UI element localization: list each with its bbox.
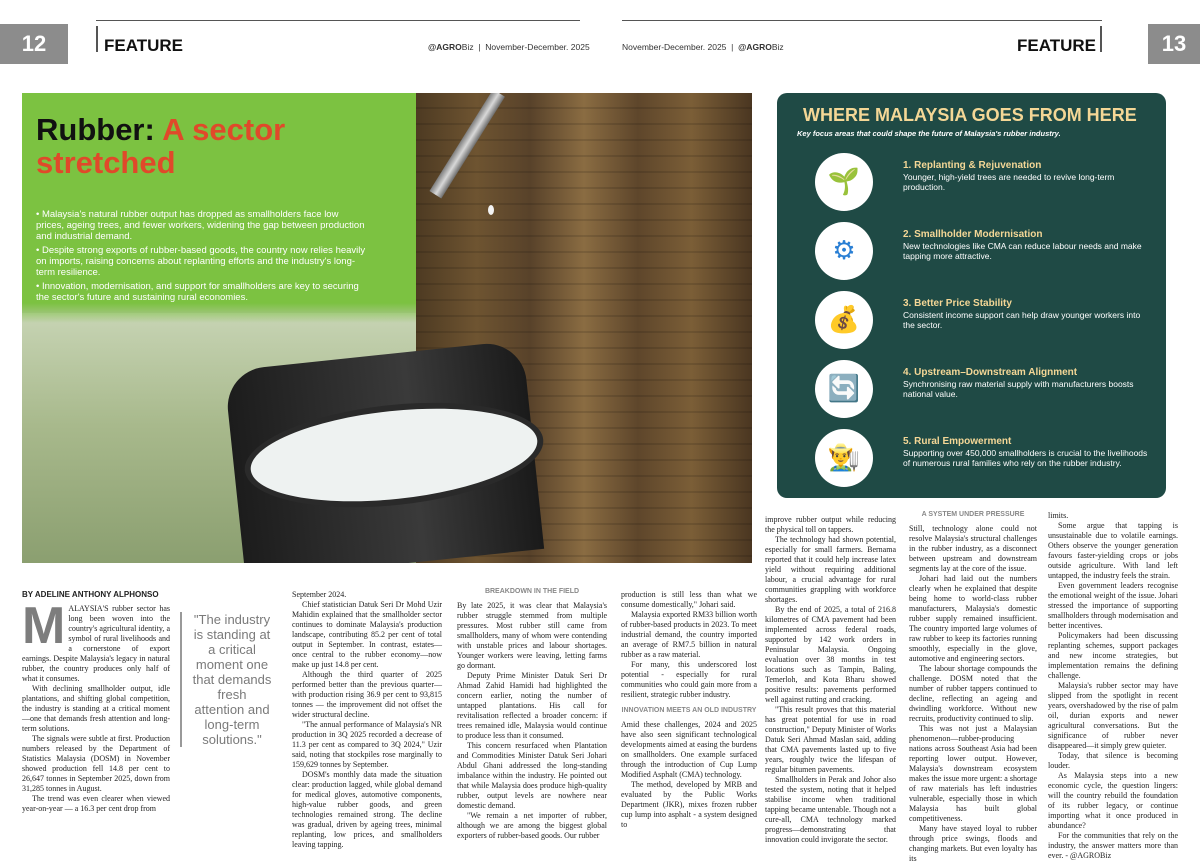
- hero-image: [22, 93, 752, 563]
- brand-prefix: @AGRO: [738, 42, 772, 52]
- header-divider-left: [96, 26, 98, 52]
- paragraph: The trend was even clearer when viewed year-on-year — a 16.3 per cent drop from: [22, 794, 170, 813]
- focus-box-subtitle: Key focus areas that could shape the future of Malaysia's rubber industry.: [797, 129, 1061, 138]
- paragraph: The signals were subtle at first. Production numbers released by the Department of Statistics Malaysia (DOSM) in November showed production fell 14.8 per cent to 26,647 tonnes in September 2025, down from 31,285 tonnes in August.: [22, 734, 170, 793]
- paragraph: "This result proves that this material has great potential for use in road construction," Deputy Minister of Works Datuk Seri Ahmad Maslan said, adding that CMA pavements lasted up to five years, roughly twice the lifespan of regular bitumen pavements.: [765, 705, 896, 774]
- article-column-2: [292, 590, 442, 850]
- article-column-1: [22, 597, 170, 814]
- page-number-right: 13: [1148, 24, 1200, 64]
- summary-bullet: • Innovation, modernisation, and support for smallholders are key to securing the sector's future and sustaining rural economies.: [36, 281, 366, 303]
- masthead-left: @AGROBiz | November-December. 2025: [428, 42, 590, 52]
- paragraph: The labour shortage compounds the challenge. DOSM noted that the number of rubber tappers continued to decline, reflecting an ageing and dwindling workforce. Without new recruits, productivity continued to slip.: [909, 664, 1037, 723]
- coins-icon: 💰: [815, 291, 873, 349]
- focus-item-title: 5. Rural Empowerment: [903, 436, 1012, 447]
- focus-item-desc: Consistent income support can help draw younger workers into the sector.: [903, 310, 1141, 330]
- focus-item-desc: Synchronising raw material supply with manufacturers boosts national value.: [903, 379, 1134, 399]
- paragraph: This concern resurfaced when Plantation and Commodities Minister Datuk Seri Johari Abdul Ghani addressed the long-standing imbalance within the industry. He pointed out that while Malaysia does produce high-quality rubber, output levels are nowhere near domestic demand.: [457, 741, 607, 810]
- article-column-5: [765, 515, 896, 845]
- paragraph: Policymakers had been discussing replanting schemes, support packages and new income strategies, but implementation remains the defining challenge.: [1048, 631, 1178, 680]
- paragraph: Although the third quarter of 2025 performed better than the previous quarter—with production rising 36.9 per cent to 93,815 tonnes — the improvement did not offset the wider structural decline.: [292, 670, 442, 719]
- summary-bullet: • Malaysia's natural rubber output has dropped as smallholders face low prices, ageing trees, and fewer workers, widening the gap between production and industrial demand.: [36, 209, 366, 242]
- article-column-4: [621, 590, 757, 830]
- paragraph: Some argue that tapping is unsustainable due to volatile earnings. Others observe the younger generation favours faster-yielding crops or jobs outside agriculture. With land left untapped, the industry feels the strain.: [1048, 521, 1178, 580]
- summary-bullets: [36, 209, 366, 306]
- focus-item: [815, 291, 1155, 347]
- paragraph: Today, that silence is becoming louder.: [1048, 751, 1178, 770]
- focus-item-desc: New technologies like CMA can reduce labour needs and make tapping more attractive.: [903, 241, 1142, 261]
- subheading: BREAKDOWN IN THE FIELD: [484, 588, 580, 595]
- paragraph: The method, developed by MRB and evaluated by the Public Works Department (JKR), mixes frozen rubber cup lump into asphalt - a system designed to: [621, 780, 757, 829]
- focus-item-title: 2. Smallholder Modernisation: [903, 229, 1043, 240]
- summary-bullet: • Despite strong exports of rubber-based goods, the country now relies heavily on imports, raising concerns about replanting efforts and the industry's long-term resilience.: [36, 245, 366, 278]
- section-label-left: FEATURE: [104, 36, 184, 55]
- paragraph: This was not just a Malaysian phenomenon—rubber-producing nations across Southeast Asia had been reporting lower output. However, Malaysia's downstream ecosystem makes the issue more urgent: a shortage of raw materials has left industries vulnerable, especially those in which Malaysia has built global competitiveness.: [909, 724, 1037, 823]
- headline: [36, 113, 396, 179]
- focus-item: [815, 360, 1155, 416]
- drop-cap: M: [22, 597, 66, 655]
- seedling-icon: 🌱: [815, 153, 873, 211]
- focus-item: [815, 222, 1155, 278]
- paragraph: DOSM's monthly data made the situation clear: production lagged, while global demand for medical gloves, automotive components, high-value rubber goods, and green technologies remained strong. The decline was gradual, driven by ageing trees, minimal replanting, low prices, and smallholders leaving tapping.: [292, 770, 442, 849]
- focus-item: [815, 153, 1155, 209]
- focus-box-title: WHERE MALAYSIA GOES FROM HERE: [803, 105, 1137, 125]
- focus-item-title: 1. Replanting & Rejuvenation: [903, 160, 1042, 171]
- issue-date: November-December. 2025: [485, 42, 590, 52]
- article-column-7: [1048, 511, 1178, 861]
- paragraph: limits.: [1048, 511, 1069, 520]
- pull-quote: "The industry is standing at a critical moment one that demands fresh attention and long-term solutions.": [180, 612, 272, 747]
- header-divider-right: [1100, 26, 1102, 52]
- issue-date: November-December. 2025: [622, 42, 727, 52]
- paragraph: "The annual performance of Malaysia's NR production in 3Q 2025 recorded a decrease of 11.3 per cent as compared to 3Q 2024," Uzir said, noting that stockpiles rose marginally to 159,629 tonnes by September.: [292, 720, 442, 769]
- paragraph: As Malaysia steps into a new economic cycle, the question lingers: will the country rebuild the foundation of its rubber legacy, or continue importing what it once produced in abundance?: [1048, 771, 1178, 830]
- paragraph: For the communities that rely on the industry, the answer matters more than ever. - @AGROBiz: [1048, 831, 1178, 860]
- focus-item-title: 3. Better Price Stability: [903, 298, 1012, 309]
- header-rule-right: [622, 20, 1102, 21]
- section-label-right: FEATURE: [1017, 36, 1097, 55]
- page-number-left: 12: [0, 24, 68, 64]
- paragraph: Malaysia exported RM33 billion worth of rubber-based products in 2023. To meet industrial demand, the country imported an average of RM7.5 billion in natural rubber as a raw material.: [621, 610, 757, 659]
- paragraph: For many, this underscored lost potential - especially for rural communities who could gain more from a resilient, strategic rubber industry.: [621, 660, 757, 699]
- focus-item: [815, 429, 1155, 485]
- headline-accent: A sector stretched: [36, 112, 286, 180]
- paragraph: Smallholders in Perak and Johor also tested the system, noting that it helped stabilise income when traditional tapping became untenable. Though not a cure-all, CMA technology marked progress—demonstrating that innovation could invigorate the sector.: [765, 775, 896, 844]
- focus-item-title: 4. Upstream–Downstream Alignment: [903, 367, 1078, 378]
- paragraph: September 2024.: [292, 590, 347, 599]
- focus-item-desc: Supporting over 450,000 smallholders is crucial to the livelihoods of numerous rural families who rely on the rubber industry.: [903, 448, 1148, 468]
- brand-prefix: @AGRO: [428, 42, 462, 52]
- latex-drop: [488, 205, 494, 215]
- paragraph: By late 2025, it was clear that Malaysia's rubber struggle stemmed from multiple pressures. Most rubber still came from smallholders, many of whom were contending with unstable prices and labour shortages. Younger workers were leaving, letting farms go dormant.: [457, 601, 607, 670]
- paragraph: improve rubber output while reducing the physical toll on tappers.: [765, 515, 896, 534]
- masthead-right: November-December. 2025 | @AGROBiz: [622, 42, 784, 52]
- paragraph: With declining smallholder output, idle plantations, and shifting global competition, the industry is standing at a critical moment—one that demands fresh attention and long-term solutions.: [22, 684, 170, 733]
- gear-leaf-icon: ⚙: [815, 222, 873, 280]
- paragraph: Chief statistician Datuk Seri Dr Mohd Uzir Mahidin explained that the smallholder sector continues to dominate Malaysia's production landscape, contributing 85.2 per cent of total output in September. In contrast, estates—once central to the rubber economy—now make up just 14.8 per cent.: [292, 600, 442, 669]
- paragraph: Malaysia's rubber sector may have slipped from the spotlight in recent years, overshadowed by the rise of palm oil, durian exports and newer agricultural conversations. But the significance of rubber never disappeared—it simply grew quieter.: [1048, 681, 1178, 750]
- article-column-3: [457, 585, 607, 841]
- headline-main: Rubber:: [36, 112, 155, 147]
- paragraph: production is still less than what we consume domestically," Johari said.: [621, 590, 757, 609]
- paragraph: "We remain a net importer of rubber, although we are among the biggest global exporters of rubber-based goods. Our rubber: [457, 811, 607, 840]
- paragraph: Amid these challenges, 2024 and 2025 have also seen significant technological developments aimed at easing the burdens on smallholders. One example surfaced through the introduction of Cup Lump Modified Asphalt (CMA) technology.: [621, 720, 757, 779]
- paragraph: Johari had laid out the numbers clearly when he explained that despite being home to world-class rubber manufacturers, Malaysia's domestic rubber supply remained insufficient. The country imported large volumes of raw rubber to keep its factories running smoothly, especially in the glove, automotive and engineering sectors.: [909, 574, 1037, 663]
- supply-cycle-icon: 🔄: [815, 360, 873, 418]
- focus-areas-box: [777, 93, 1166, 498]
- farmer-icon: 👨‍🌾: [815, 429, 873, 487]
- paragraph: Still, technology alone could not resolve Malaysia's structural challenges in the rubber industry, as a disconnect between upstream and downstream segments lay at the core of the issue.: [909, 524, 1037, 573]
- paragraph: Even government leaders recognise the emotional weight of the issue. Johari stressed the importance of supporting smallholders through modernisation and better incentives.: [1048, 581, 1178, 630]
- paragraph: The technology had shown potential, especially for small farmers. Bernama reported that it could help increase latex yield without requiring additional labour, a crucial advantage for rural communities grappling with workforce shortages.: [765, 535, 896, 604]
- focus-item-desc: Younger, high-yield trees are needed to revive long-term production.: [903, 172, 1115, 192]
- paragraph: Many have stayed loyal to rubber through price swings, floods and changing markets. But even loyalty has its: [909, 824, 1037, 863]
- article-column-6: [909, 508, 1037, 864]
- header-rule-left: [96, 20, 580, 21]
- paragraph: ALAYSIA'S rubber sector has long been woven into the country's agricultural identity, a symbol of rural livelihoods and a cornerstone of export earnings. Despite Malaysia's legacy in natural rubber, the country produces only half of what it consumes.: [22, 604, 170, 683]
- brand-suffix: Biz: [461, 42, 474, 52]
- brand-suffix: Biz: [771, 42, 784, 52]
- subheading: A SYSTEM UNDER PRESSURE: [921, 511, 1025, 518]
- byline: BY ADELINE ANTHONY ALPHONSO: [22, 590, 159, 599]
- paragraph: Deputy Prime Minister Datuk Seri Dr Ahmad Zahid Hamidi had highlighted the concern earlier, noting the number of untapped plantations. His call for revitalisation reflected a broader concern: if trees remained idle, Malaysia would continue to produce less than it consumed.: [457, 671, 607, 740]
- title-panel-fade: [22, 303, 416, 323]
- subheading: INNOVATION MEETS AN OLD INDUSTRY: [621, 707, 757, 714]
- paragraph: By the end of 2025, a total of 216.8 kilometres of CMA pavement had been implemented across federal roads, supported by 142 work orders in Peninsular Malaysia. Ongoing evaluation over 38 months in test locations such as Tampin, Baling, Temerloh, and Kota Bharu showed positive results: pavements performed well against rutting and cracking.: [765, 605, 896, 704]
